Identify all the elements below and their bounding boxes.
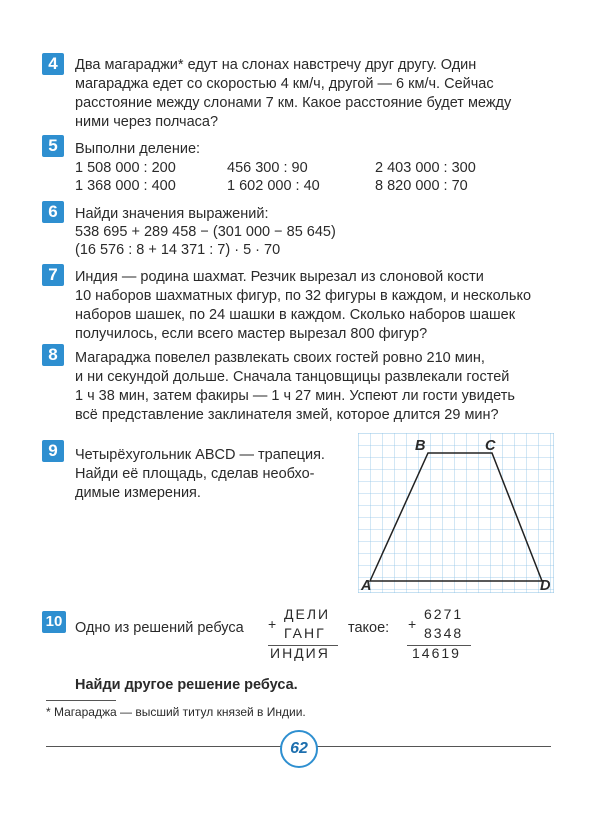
vertex-label-d: D bbox=[540, 578, 551, 594]
rebus-word-1: ДЕЛИ bbox=[284, 606, 331, 622]
rebus-plus-letters: + bbox=[268, 616, 279, 632]
rebus-such-label: такое: bbox=[348, 620, 390, 636]
task6-expr-2: (16 576 : 8 + 14 371 : 7) · 5 · 70 bbox=[75, 242, 281, 258]
rebus-word-3: ИНДИЯ bbox=[270, 645, 330, 661]
task7-line-1: Индия — родина шахмат. Резчик вырезал из слоновой кости bbox=[75, 269, 484, 285]
task-number-8: 8 bbox=[42, 344, 64, 366]
rebus-number-3: 14619 bbox=[412, 645, 461, 661]
task10-question: Найди другое решение ребуса. bbox=[75, 677, 298, 693]
task9-line-2: Найди её площадь, сделав необхо- bbox=[75, 466, 315, 482]
task10-text: Одно из решений ребуса bbox=[75, 620, 244, 636]
task-number-10: 10 bbox=[42, 611, 66, 633]
task9-line-3: димые измерения. bbox=[75, 485, 201, 501]
task9-line-1: Четырёхугольник ABCD — трапеция. bbox=[75, 447, 325, 463]
task4-line-1: Два магараджи* едут на слонах навстречу друг другу. Один bbox=[75, 57, 477, 73]
task8-line-1: Магараджа повелел развлекать своих гостей ровно 210 мин, bbox=[75, 350, 485, 366]
task8-line-2: и ни секундой дольше. Сначала танцовщицы развлекали гостей bbox=[75, 369, 510, 385]
vertex-label-c: C bbox=[485, 438, 496, 454]
rebus-word-2: ГАНГ bbox=[284, 625, 326, 641]
rebus-number-1: 6271 bbox=[424, 606, 464, 622]
task7-line-4: получилось, если всего мастер вырезал 800 фигур? bbox=[75, 326, 428, 342]
task5-r2-c3: 8 820 000 : 70 bbox=[375, 178, 468, 194]
task5-title: Выполни деление: bbox=[75, 141, 201, 157]
task5-r2-c2: 1 602 000 : 40 bbox=[227, 178, 320, 194]
footnote-separator bbox=[46, 700, 116, 701]
rebus-plus-digits: + bbox=[408, 616, 419, 632]
task-number-6: 6 bbox=[42, 201, 64, 223]
page-number: 62 bbox=[280, 730, 318, 768]
task6-expr-1: 538 695 + 289 458 − (301 000 − 85 645) bbox=[75, 224, 336, 240]
task5-r2-c1: 1 368 000 : 400 bbox=[75, 178, 176, 194]
vertex-label-a: A bbox=[361, 578, 372, 594]
task8-line-3: 1 ч 38 мин, затем факиры — 1 ч 27 мин. Успеют ли гости увидеть bbox=[75, 388, 515, 404]
task-number-5: 5 bbox=[42, 135, 64, 157]
task8-line-4: всё представление заклинателя змей, которое длится 29 мин? bbox=[75, 407, 499, 423]
task-number-9: 9 bbox=[42, 440, 64, 462]
task6-title: Найди значения выражений: bbox=[75, 206, 269, 222]
rebus-number-2: 8348 bbox=[424, 625, 464, 641]
task5-r1-c2: 456 300 : 90 bbox=[227, 160, 308, 176]
task4-line-2: магараджа едет со скоростью 4 км/ч, другой — 6 км/ч. Сейчас bbox=[75, 76, 494, 92]
task4-line-4: ними через полчаса? bbox=[75, 114, 219, 130]
task7-line-3: наборов шашек, по 24 шашки в каждом. Сколько наборов шашек bbox=[75, 307, 516, 323]
trapezoid-grid bbox=[358, 433, 554, 593]
task5-r1-c3: 2 403 000 : 300 bbox=[375, 160, 476, 176]
task5-r1-c1: 1 508 000 : 200 bbox=[75, 160, 176, 176]
task7-line-2: 10 наборов шахматных фигур, по 32 фигуры в каждом, и несколько bbox=[75, 288, 532, 304]
task-number-4: 4 bbox=[42, 53, 64, 75]
task-number-7: 7 bbox=[42, 264, 64, 286]
vertex-label-b: B bbox=[415, 438, 426, 454]
footnote: * Магараджа — высший титул князей в Индии. bbox=[46, 705, 306, 719]
task4-line-3: расстояние между слонами 7 км. Какое расстояние будет между bbox=[75, 95, 512, 111]
